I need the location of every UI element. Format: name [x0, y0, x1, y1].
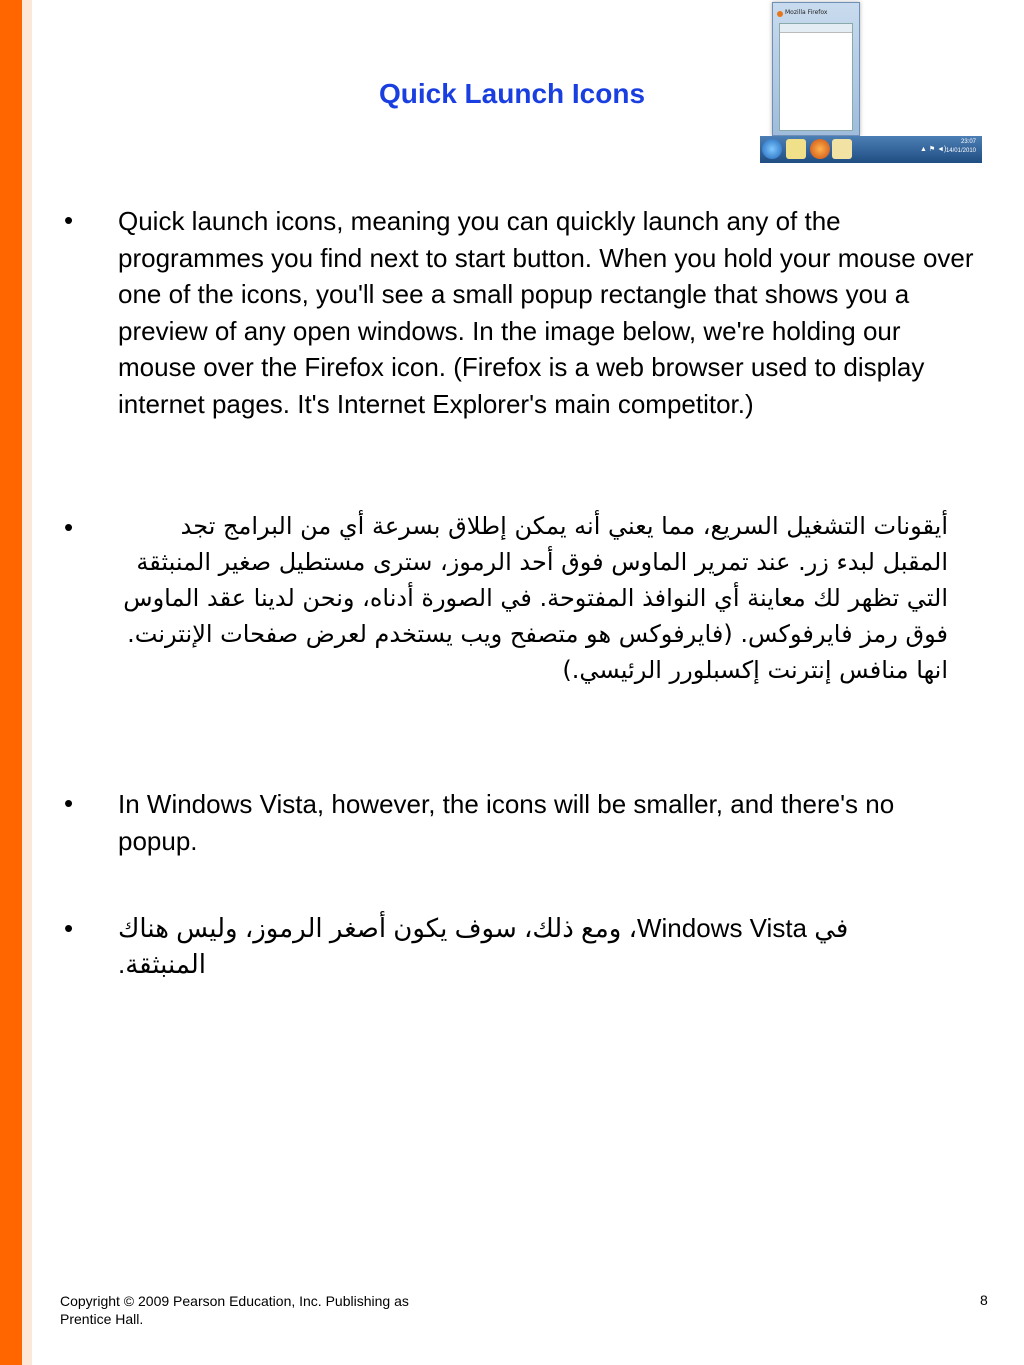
taskbar-screenshot: [760, 2, 982, 162]
popup-toolbar: [780, 24, 852, 33]
bullet-2-symbol: •: [64, 512, 74, 542]
bullet-3-symbol: •: [64, 788, 74, 818]
slide-title: Quick Launch Icons: [378, 78, 646, 109]
firefox-icon: [810, 139, 830, 159]
folder-icon: [832, 139, 852, 159]
clock-date: 14/01/2010: [945, 148, 976, 154]
internet-explorer-icon: [786, 139, 806, 159]
taskbar-clock: [946, 138, 976, 156]
clock-time: 23:07: [960, 139, 976, 145]
firefox-preview-popup: [772, 2, 860, 136]
bullet-1-text: Quick launch icons, meaning you can quickly launch any of the programmes you find next to start button. When you hold your mouse over one of the icons, you'll see a small popup rectangle that shows you a preview of any open windows. In the image below, we're holding our mouse over the Firefox icon. (Firefox is a web browser used to display internet pages. It's Internet Explorer's main competitor.): [118, 206, 974, 419]
firefox-small-icon: [777, 11, 783, 17]
bullet-2-arabic-text: أيقونات التشغيل السريع، مما يعني أنه يمكن إطلاق بسرعة أي من البرامج تجد المقبل لبدء زر. عند تمرير الماوس فوق أحد الرموز، سترى مستطيل صغير المنبثقة التي تظهر لك معاينة أي النوافذ المفتوحة. في الصورة أدناه، ونحن لدينا عقد الماوس فوق رمز فايرفوكس. (فايرفوكس هو متصفح ويب يستخدم لعرض صفحات الإنترنت. انها منافس إنترنت إكسبلورر الرئيسي.): [123, 512, 948, 684]
bullet-1-symbol: •: [64, 205, 74, 235]
windows-taskbar: [760, 136, 982, 163]
copyright-footer: Copyright © 2009 Pearson Education, Inc. Publishing as Prentice Hall.: [60, 1293, 409, 1327]
tray-icons: ▲ ⚑ ◄): [920, 146, 947, 153]
orange-side-bar: [0, 0, 22, 1365]
side-bar-shadow: [22, 0, 32, 1365]
page-number: 8: [980, 1292, 988, 1308]
popup-window-preview: [779, 23, 853, 131]
windows-start-icon: [762, 139, 782, 159]
popup-title: Mozilla Firefox: [785, 9, 828, 16]
bullet-3-text: In Windows Vista, however, the icons will be smaller, and there's no popup.: [118, 789, 895, 856]
bullet-4-mixed-text: في Windows Vista، ومع ذلك، سوف يكون أصغر الرموز، وليس هناك المنبثقة.: [118, 913, 849, 979]
bullet-4-symbol: •: [64, 913, 74, 943]
